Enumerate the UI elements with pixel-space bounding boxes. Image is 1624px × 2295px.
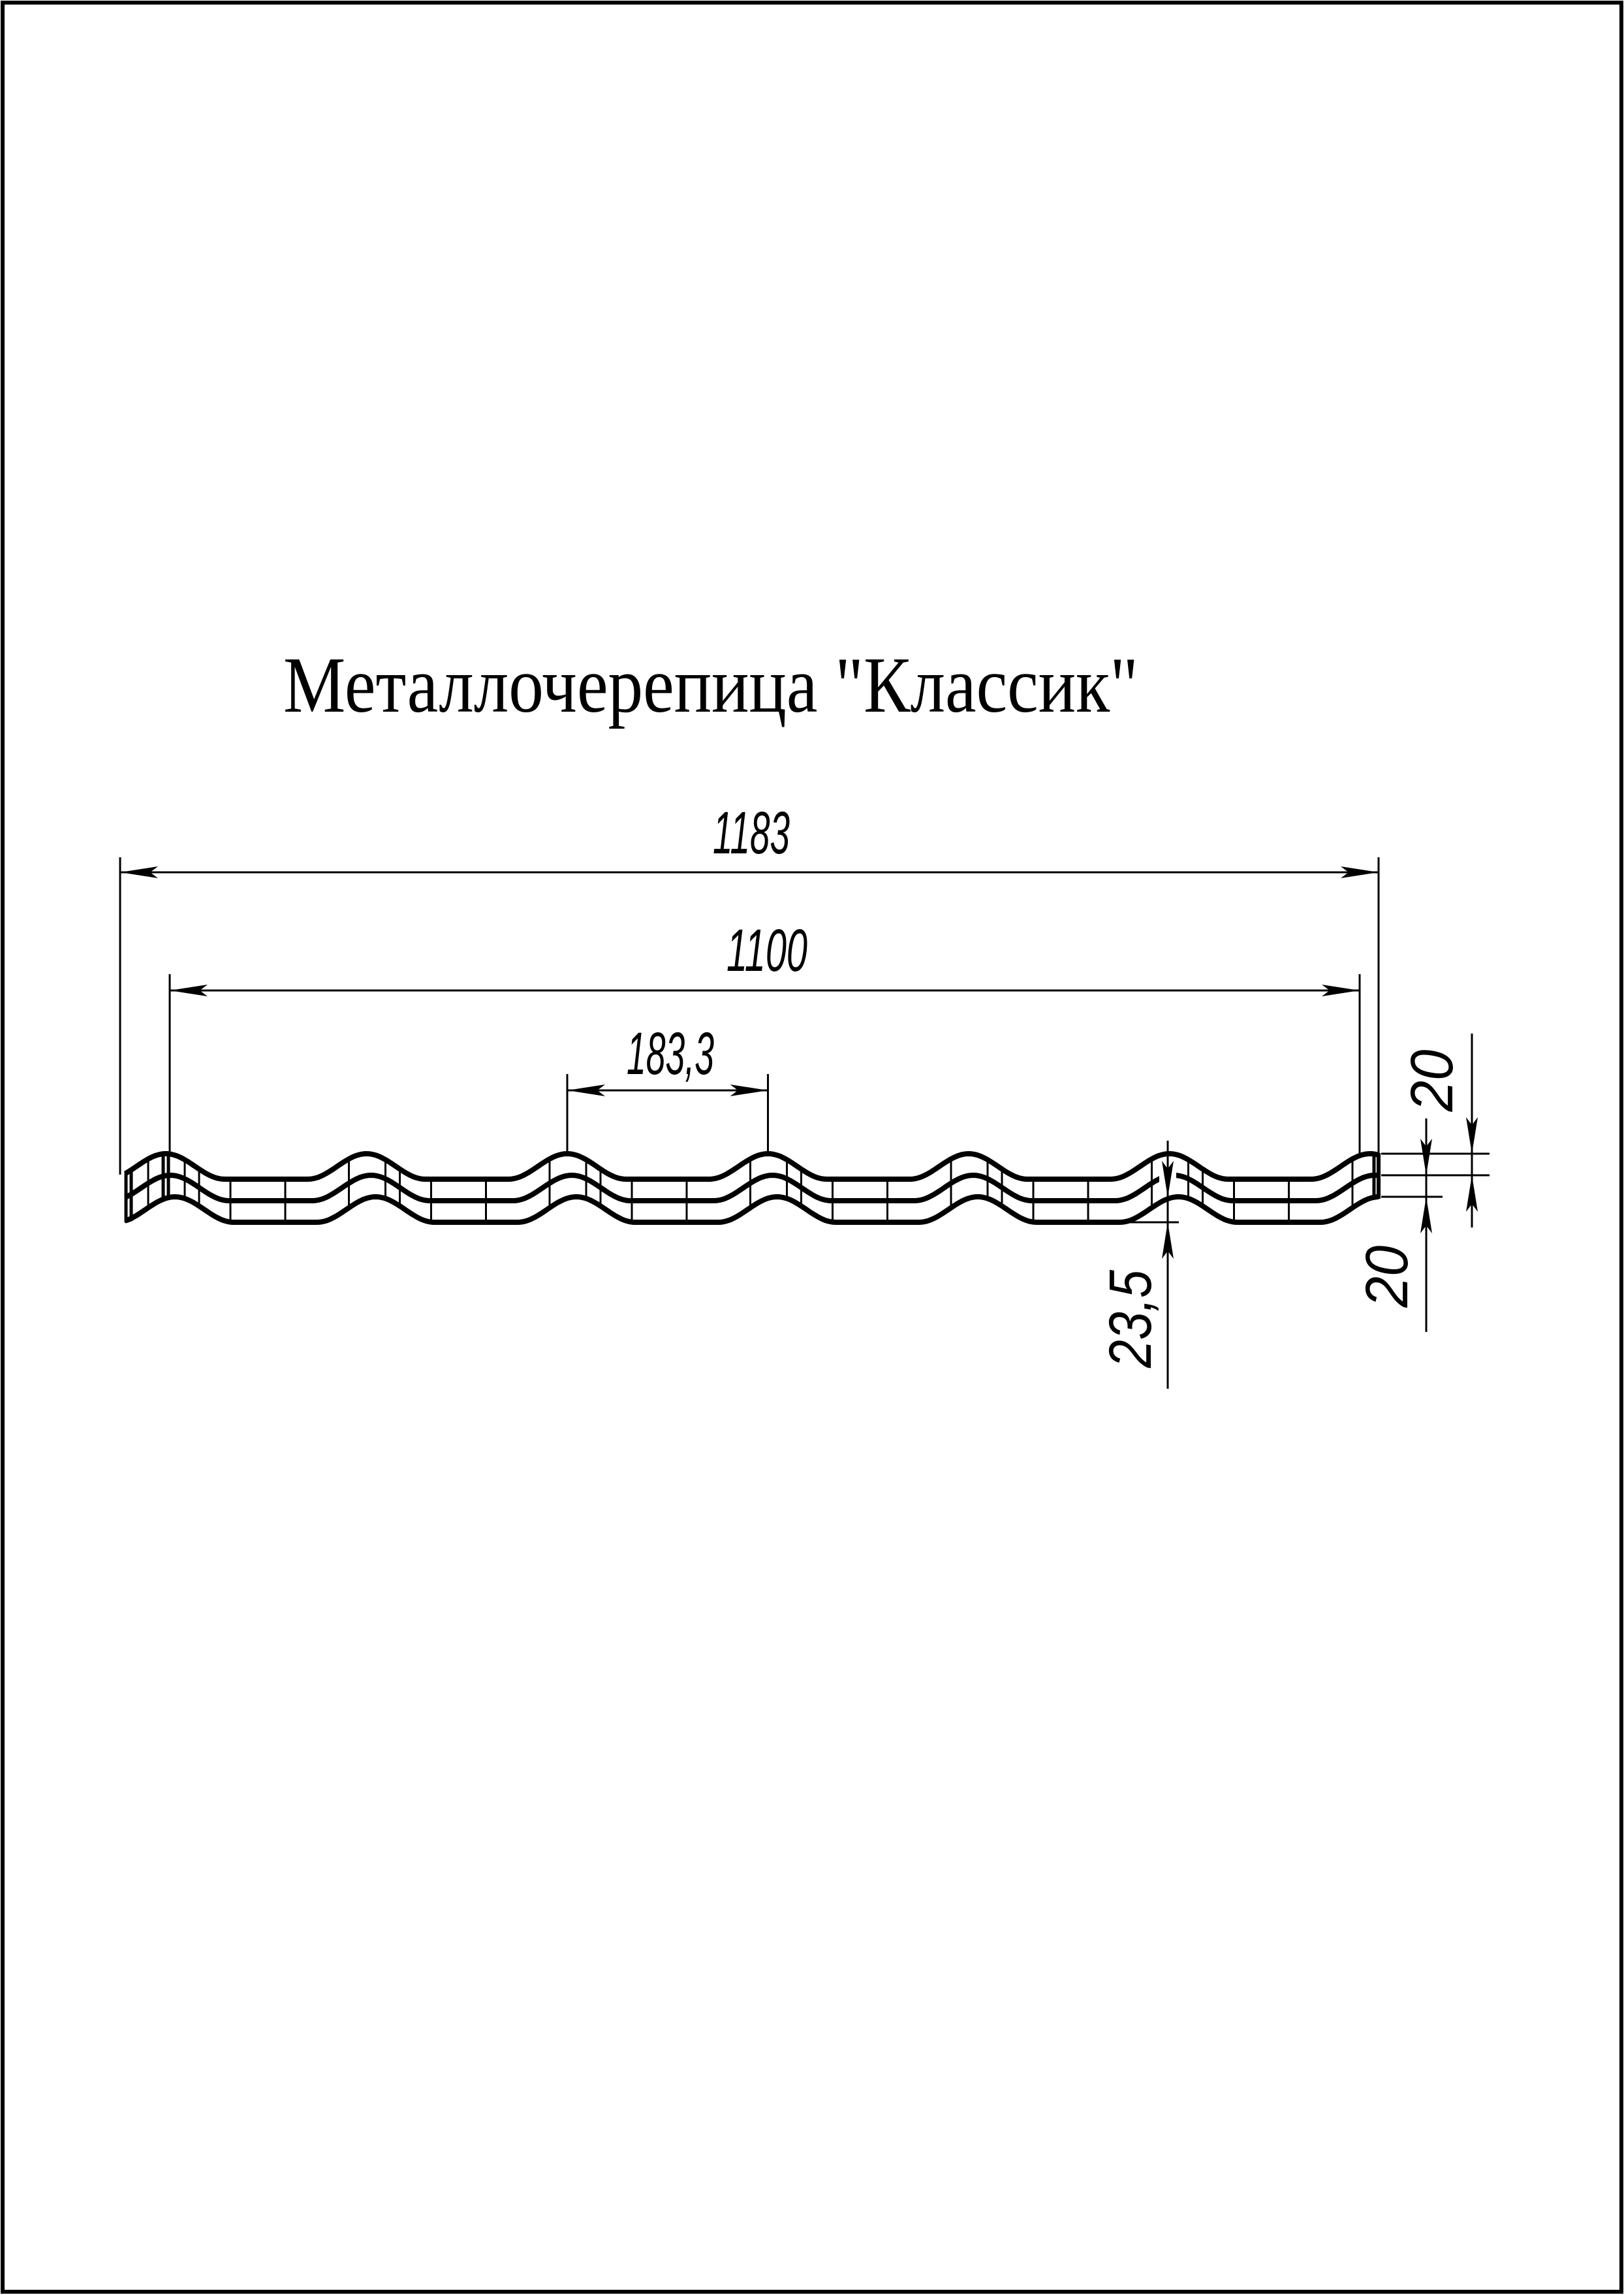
dim-label-cover-width: 1100 xyxy=(726,917,807,984)
page-title: Металлочерепица "Классик" xyxy=(283,641,1138,729)
dim-label-step-upper: 20 xyxy=(1399,1045,1465,1112)
dim-label-step-lower: 20 xyxy=(1354,1241,1420,1308)
dim-label-profile-height: 23,5 xyxy=(1097,1250,1164,1368)
dim-label-overall-width: 1183 xyxy=(713,800,790,866)
dim-label-wave-pitch: 183,3 xyxy=(627,1021,714,1087)
